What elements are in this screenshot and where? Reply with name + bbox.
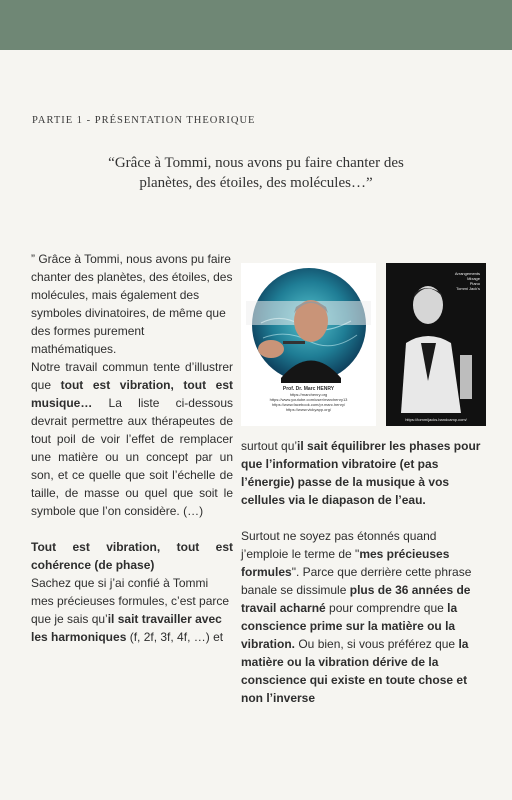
photo-left-caption [241,387,376,412]
caption-line: Arrangements [454,271,480,276]
left-column [31,250,233,646]
caption-line: Tommi Jack's [456,286,480,291]
caption-line: https://marchenry.org [289,392,328,397]
right-column [241,437,481,707]
caption-line: Mixage [467,276,480,281]
vibration-paragraph [31,358,233,520]
caption-line: https://www.facebook.com/pr.marc.henry/ [271,402,346,407]
section-heading [31,538,233,574]
text-run: pour comprendre que [325,601,448,615]
text-run: surtout qu’ [241,439,298,453]
header-bar [0,0,512,50]
caption-line: https://www.vickyapp.org/ [285,407,332,412]
photo-marc-henry [241,263,376,426]
bold-run: tout est vibration, tout est musique… [31,378,233,410]
caption-line: Piano [469,281,480,286]
photo-right-caption-top [386,271,486,291]
caption-line: https://www.youtube.com/user/marchenry13 [269,397,348,402]
caption-line: Prof. Dr. Marc HENRY [282,386,335,392]
heading-text: Tout est vibration, tout est cohérence (de phase) [31,540,233,572]
headline-quote: “Grâce à Tommi, nous avons pu faire chanter des planètes, des étoiles, des molécules…” [108,155,404,191]
section-title: PARTIE 1 - PRÉSENTATION THEORIQUE [32,115,256,126]
bold-run: plus de 36 années de travail acharné [241,583,471,615]
text-run: ". Parce que derrière cette phrase banale se dissimule [241,565,472,597]
formulas-explanation-paragraph [241,527,481,707]
phases-paragraph [241,437,481,509]
photo-right-caption-bottom: https://tommijacks.bandcamp.com/ [405,417,467,422]
text-run: Surtout ne soyez pas étonnés quand j’emploie le terme de " [241,529,437,561]
text-run: Sachez que si j’ai confié à Tommi mes précieuses formules, c’est parce que je sais qu’ [31,576,230,626]
bold-run: il sait équilibrer les phases pour que l’information vibratoire (et pas l’énergie) passe de la musique à vos cellules via le diapason de l’eau. [241,439,481,507]
text-run: Ou bien, si vous préférez que [295,637,459,651]
bold-run: la conscience prime sur la matière ou la vibration. [241,601,458,651]
bold-run: il sait travailler avec les harmoniques [31,612,222,644]
intro-paragraph: ” Grâce à Tommi, nous avons pu faire chanter des planètes, des étoiles, des molécules, mais également des symboles divinatoires, de même que des formes purement mathématiques. [31,252,233,356]
text-run: (f, 2f, 3f, 4f, …) et [126,630,224,644]
bold-run: la matière ou la vibration dérive de la conscience qui existe en toute chose et non l’inverse [241,637,469,705]
photo-tommi-jacks [386,263,486,426]
text-run: La liste ci-dessous devrait permettre aux thérapeutes de tout poil de voir l’effet de remplacer une matière ou un concept par un son, et ce quelle que soit l’échelle de taille, de masse ou quel que soit le symbole que l’on considère. (…) [31,396,233,518]
text-run: Notre travail commun tente d’illustrer que [31,360,233,392]
bold-run: mes précieuses formules [241,547,450,579]
formulas-paragraph [31,574,233,646]
